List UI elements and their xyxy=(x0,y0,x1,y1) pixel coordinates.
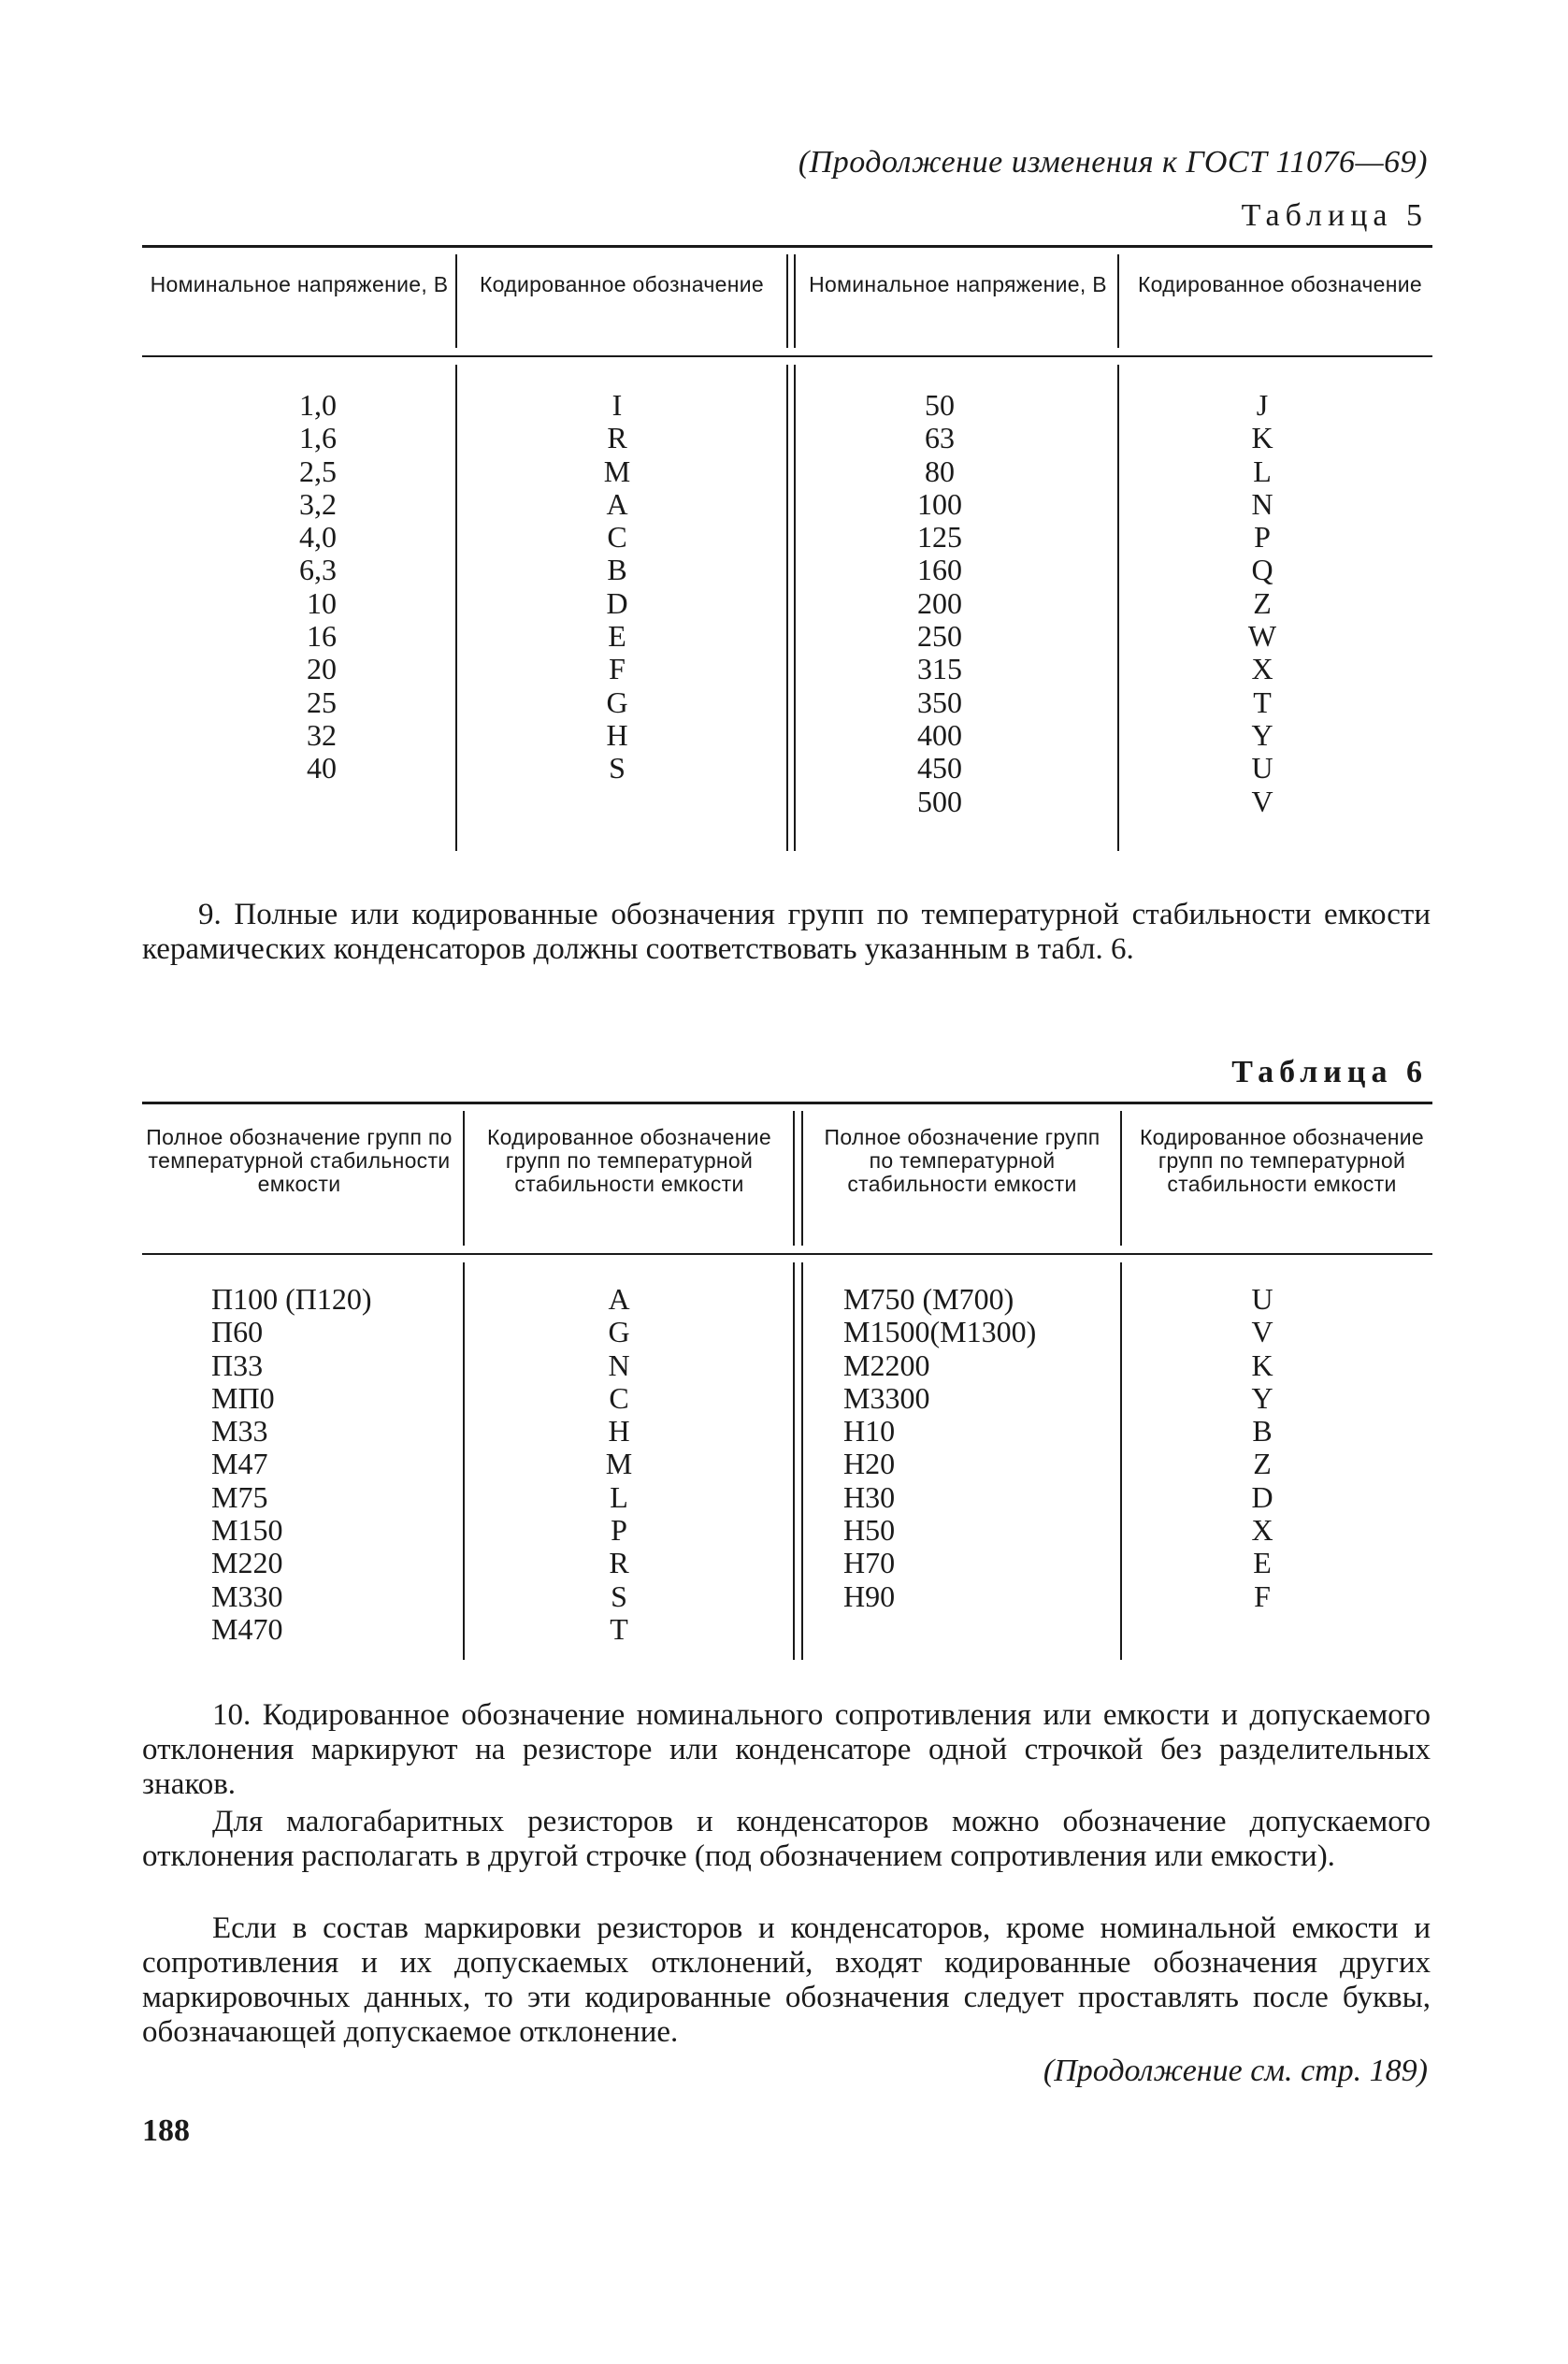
table6-col-code-1 xyxy=(572,1283,666,1646)
table5-header-code: Кодированное обозначение xyxy=(1137,272,1422,296)
table-cell: 200 xyxy=(917,585,962,620)
table6-col-full-2 xyxy=(843,1283,1115,1613)
table-cell: Н50 xyxy=(843,1513,896,1548)
table5-title: Таблица 5 xyxy=(1241,198,1428,233)
table5-vsep xyxy=(794,365,796,851)
table-cell: М33 xyxy=(211,1414,268,1449)
table5-col-code-2 xyxy=(1216,389,1309,818)
table-cell: 40 xyxy=(307,751,337,786)
table-cell: L xyxy=(610,1479,628,1514)
table-cell: Z xyxy=(1253,585,1272,620)
table-cell: 10 xyxy=(307,585,337,620)
table-cell: V xyxy=(1251,1315,1273,1349)
table6-header-code: Кодированное обозначение групп по температурной стабильности емкости xyxy=(486,1125,771,1196)
table-cell: 500 xyxy=(917,784,962,818)
table-cell: P xyxy=(1254,520,1271,555)
table5-col-code-1 xyxy=(570,389,664,786)
table-cell: П33 xyxy=(211,1348,264,1382)
table-cell: Н10 xyxy=(843,1414,896,1449)
table-cell: N xyxy=(1251,486,1273,521)
table5-header-voltage: Номинальное напряжение, В xyxy=(150,272,449,296)
table-cell: 63 xyxy=(925,421,955,455)
table5-vsep xyxy=(786,365,788,851)
table-cell: 80 xyxy=(925,454,955,488)
table6-vsep xyxy=(793,1111,795,1246)
table6-vsep xyxy=(463,1111,465,1246)
table-cell: 400 xyxy=(917,717,962,752)
table-cell: S xyxy=(611,1578,627,1613)
table6-vsep xyxy=(1120,1111,1122,1246)
table-cell: A xyxy=(608,1282,630,1316)
table-cell: М75 xyxy=(211,1479,268,1514)
table6-vsep xyxy=(1120,1262,1122,1660)
table-cell: М330 xyxy=(211,1578,283,1613)
table6-vsep xyxy=(463,1262,465,1660)
table-cell: 20 xyxy=(307,652,337,686)
table5-header-code: Кодированное обозначение xyxy=(479,272,764,296)
table5-vsep xyxy=(1117,365,1119,851)
table-cell: U xyxy=(1251,751,1273,786)
table5-vsep xyxy=(794,254,796,348)
table-cell: М470 xyxy=(211,1611,283,1646)
table-cell: B xyxy=(1252,1414,1273,1449)
table-cell: Н90 xyxy=(843,1578,896,1613)
table-cell: Y xyxy=(1251,1380,1273,1415)
table-cell: Н30 xyxy=(843,1479,896,1514)
table-cell: Y xyxy=(1251,717,1273,752)
table-cell: 160 xyxy=(917,553,962,587)
table-cell: U xyxy=(1251,1282,1273,1316)
table-cell: М3300 xyxy=(843,1380,930,1415)
table-cell: R xyxy=(607,421,627,455)
table-cell: W xyxy=(1247,619,1277,654)
table5-vsep xyxy=(1117,254,1119,348)
continuation-header: (Продолжение изменения к ГОСТ 11076—69) xyxy=(798,145,1428,180)
table-cell: H xyxy=(608,1414,630,1449)
table-cell: F xyxy=(609,652,626,686)
table-cell: S xyxy=(609,751,626,786)
table-cell: 250 xyxy=(917,619,962,654)
table-cell: М2200 xyxy=(843,1348,930,1382)
table-cell: М220 xyxy=(211,1546,283,1580)
table-cell: I xyxy=(611,388,623,422)
table-cell: 50 xyxy=(925,388,955,422)
table-cell: G xyxy=(608,1315,630,1349)
page-number: 188 xyxy=(142,2113,190,2148)
table-cell: C xyxy=(607,520,627,555)
table-cell: Н70 xyxy=(843,1546,896,1580)
table-cell: 25 xyxy=(307,685,337,719)
table5-col-voltage-1 xyxy=(243,389,337,786)
table-cell: П60 xyxy=(211,1315,264,1349)
table5-vsep xyxy=(786,254,788,348)
table6-title: Таблица 6 xyxy=(1231,1055,1428,1089)
table-cell: 315 xyxy=(917,652,962,686)
table5-vsep xyxy=(455,365,457,851)
table-cell: 6,3 xyxy=(299,553,337,587)
table5-header-voltage: Номинальное напряжение, В xyxy=(809,272,1107,296)
table5-col-voltage-2 xyxy=(888,389,991,818)
paragraph-10: 10. Кодированное обозначение номинального сопротивления или емкости и допускаемого отклонения маркируют на резисторе или конденсаторе одной строчкой без разделительных знаков. xyxy=(142,1698,1431,1801)
table-cell: X xyxy=(1251,1513,1273,1548)
table-cell: МП0 xyxy=(211,1380,275,1415)
table-cell: М150 xyxy=(211,1513,283,1548)
table5-vsep xyxy=(455,254,457,348)
table6-header-full: Полное обозначение групп по температурной стабильности емкости xyxy=(824,1125,1100,1196)
table6-top-rule xyxy=(142,1102,1432,1104)
table-cell: П100 (П120) xyxy=(211,1282,372,1316)
table6-header-full: Полное обозначение групп по температурной стабильности емкости xyxy=(146,1125,453,1196)
table-cell: М47 xyxy=(211,1447,268,1481)
table-cell: 4,0 xyxy=(299,520,337,555)
table-cell: Q xyxy=(1251,553,1273,587)
table5-header-rule xyxy=(142,355,1432,357)
table6-col-full-1 xyxy=(211,1283,454,1646)
table-cell: E xyxy=(608,619,626,654)
table-cell: P xyxy=(611,1513,627,1548)
table-cell: 1,0 xyxy=(299,388,337,422)
table-cell: K xyxy=(1251,1348,1273,1382)
table-cell: R xyxy=(609,1546,629,1580)
paragraph-9: 9. Полные или кодированные обозначения групп по температурной стабильности емкости керамических конденсаторов должны соответствовать указанным в табл. 6. xyxy=(142,898,1431,966)
table-cell: H xyxy=(606,717,628,752)
table-cell: T xyxy=(1253,685,1272,719)
paragraph-10c: Если в состав маркировки резисторов и конденсаторов, кроме номинальной емкости и сопротивления и их допускаемых отклонений, входят кодированные обозначения других маркировочных данных, то эти кодированные обозначения следует проставлять после буквы, обозначающей допускаемое отклонение. xyxy=(142,1911,1431,2049)
table-cell: M xyxy=(603,454,631,488)
table-cell: F xyxy=(1254,1578,1271,1613)
table-cell: Z xyxy=(1253,1447,1272,1481)
table-cell: 2,5 xyxy=(299,454,337,488)
continued-note: (Продолжение см. стр. 189) xyxy=(1043,2054,1428,2088)
table-cell: 125 xyxy=(917,520,962,555)
table-cell: D xyxy=(1251,1479,1273,1514)
table-cell: М1500(М1300) xyxy=(843,1315,1037,1349)
table-cell: E xyxy=(1253,1546,1272,1580)
table6-header-code: Кодированное обозначение групп по температурной стабильности емкости xyxy=(1139,1125,1424,1196)
table-cell: Н20 xyxy=(843,1447,896,1481)
table6-vsep xyxy=(793,1262,795,1660)
table-cell: 100 xyxy=(917,486,962,521)
table-cell: N xyxy=(608,1348,630,1382)
table-cell: X xyxy=(1251,652,1273,686)
table-cell: 3,2 xyxy=(299,486,337,521)
table-cell: 450 xyxy=(917,751,962,786)
table6-vsep xyxy=(801,1111,803,1246)
table-cell: 32 xyxy=(307,717,337,752)
table6-header-rule xyxy=(142,1253,1432,1255)
table-cell: V xyxy=(1251,784,1273,818)
table-cell: C xyxy=(609,1380,629,1415)
table-cell: J xyxy=(1256,388,1269,422)
table-cell: 1,6 xyxy=(299,421,337,455)
table-cell: K xyxy=(1251,421,1273,455)
table-cell: T xyxy=(610,1611,628,1646)
paragraph-10b: Для малогабаритных резисторов и конденсаторов можно обозначение допускаемого отклонения располагать в другой строчке (под обозначением сопротивления или емкости). xyxy=(142,1805,1431,1873)
table-cell: L xyxy=(1253,454,1272,488)
table-cell: G xyxy=(606,685,628,719)
table-cell: 350 xyxy=(917,685,962,719)
table6-vsep xyxy=(801,1262,803,1660)
table-cell: A xyxy=(606,486,628,521)
table-cell: B xyxy=(607,553,627,587)
table-cell: M xyxy=(605,1447,633,1481)
table-cell: 16 xyxy=(307,619,337,654)
table-cell: D xyxy=(606,585,628,620)
table5-top-rule xyxy=(142,245,1432,248)
table6-col-code-2 xyxy=(1216,1283,1309,1613)
table-cell: М750 (М700) xyxy=(843,1282,1014,1316)
